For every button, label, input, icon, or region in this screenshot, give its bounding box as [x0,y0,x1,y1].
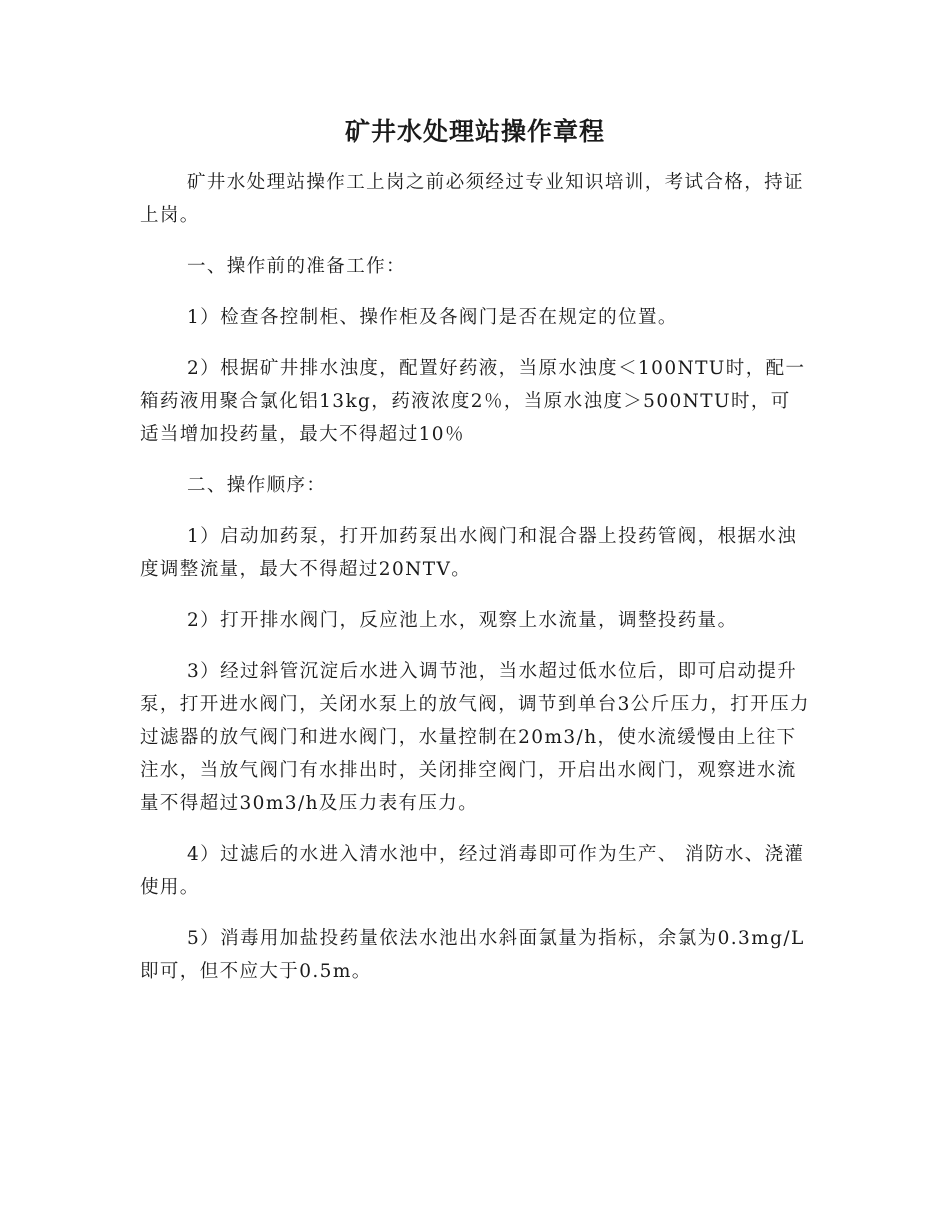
section-heading-preparation: 一、操作前的准备工作： [187,256,406,277]
document-body [140,166,810,1006]
operation-item-2: 2）打开排水阀门，反应池上水，观察上水流量，调整投药量。 [187,610,738,631]
preparation-item-2: 2）根据矿井排水浊度，配置好药液，当原水浊度＜100NTU时，配一箱药液用聚合氯化铝13kg，药液浓度2％，当原水浊度＞500NTU时，可适当增加投药量，最大不得超过10％ [140,358,806,445]
operation-item-4: 4）过滤后的水进入清水池中，经过消毒即可作为生产、 消防水、浇灌使用。 [140,844,805,898]
section-heading-operation-order: 二、操作顺序： [187,475,327,496]
intro-paragraph: 矿井水处理站操作工上岗之前必须经过专业知识培训，考试合格，持证上岗。 [140,172,804,226]
document-title: 矿井水处理站操作章程 [344,117,605,146]
preparation-item-1: 1）检查各控制柜、操作柜及各阀门是否在规定的位置。 [187,307,678,328]
operation-item-3: 3）经过斜管沉淀后水进入调节池，当水超过低水位后，即可启动提升泵，打开进水阀门，关闭水泵上的放气阀，调节到单台3公斤压力，打开压力过滤器的放气阀门和进水阀门，水量控制在20m3/h，使水流缓慢由上往下注水，当放气阀门有水排出时，关闭排空阀门，开启出水阀门，观察进水流量不得超过30m3/h及压力表有压力。 [140,661,810,814]
operation-item-5: 5）消毒用加盐投药量依法水池出水斜面氯量为指标，余氯为0.3mg/L即可，但不应大于0.5m。 [140,928,805,982]
operation-item-1: 1）启动加药泵，打开加药泵出水阀门和混合器上投药管阀，根据水浊度调整流量，最大不得超过20NTV。 [140,526,798,580]
